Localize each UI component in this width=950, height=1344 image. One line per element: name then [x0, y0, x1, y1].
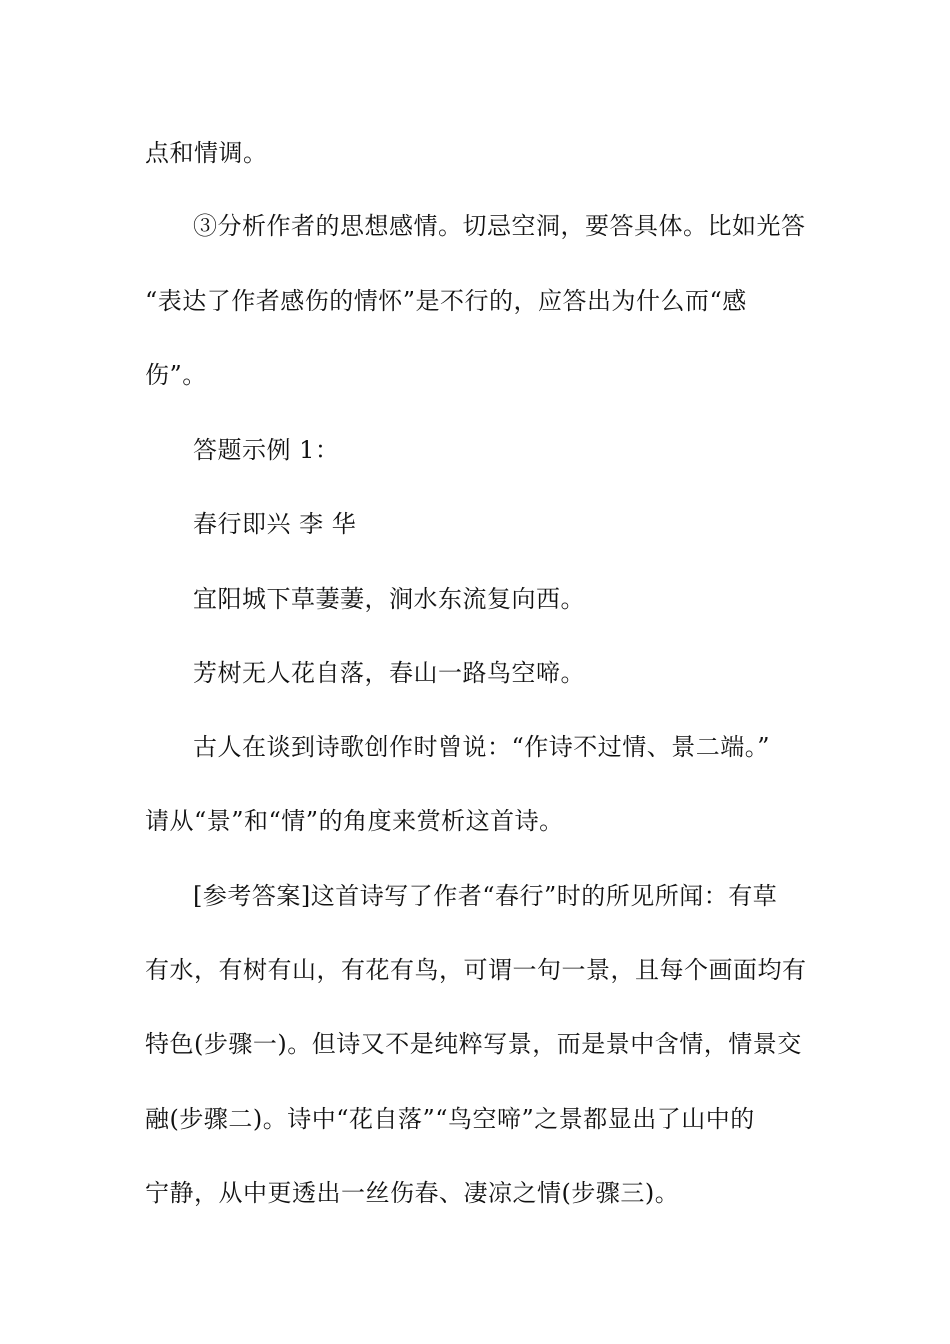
poem-title: 春行即兴 李 华: [193, 510, 357, 538]
question-line: 请从“景”和“情”的角度来赏析这首诗。: [145, 807, 564, 835]
answer-line: 融(步骤二)。诗中“花自落”“鸟空啼”之景都显出了山中的: [145, 1105, 755, 1133]
answer-line: 特色(步骤一)。但诗又不是纯粹写景，而是景中含情，情景交: [145, 1030, 802, 1058]
paragraph-line: ③分析作者的思想感情。切忌空洞，要答具体。比如光答: [193, 212, 806, 240]
question-line: 古人在谈到诗歌创作时曾说：“作诗不过情、景二端。”: [193, 733, 771, 761]
answer-line: 宁静，从中更透出一丝伤春、凄凉之情(步骤三)。: [145, 1179, 680, 1207]
poem-line: 宜阳城下草萋萋，涧水东流复向西。: [193, 585, 585, 613]
paragraph-line: “表达了作者感伤的情怀”是不行的，应答出为什么而“感: [145, 287, 747, 315]
answer-line: 有水，有树有山，有花有鸟，可谓一句一景，且每个画面均有: [145, 956, 807, 984]
paragraph-line: 点和情调。: [145, 139, 268, 167]
answer-line: [参考答案]这首诗写了作者“春行”时的所见所闻：有草: [193, 882, 778, 910]
example-heading: 答题示例 1：: [193, 436, 340, 464]
poem-line: 芳树无人花自落，春山一路鸟空啼。: [193, 659, 585, 687]
paragraph-line: 伤”。: [145, 361, 207, 389]
